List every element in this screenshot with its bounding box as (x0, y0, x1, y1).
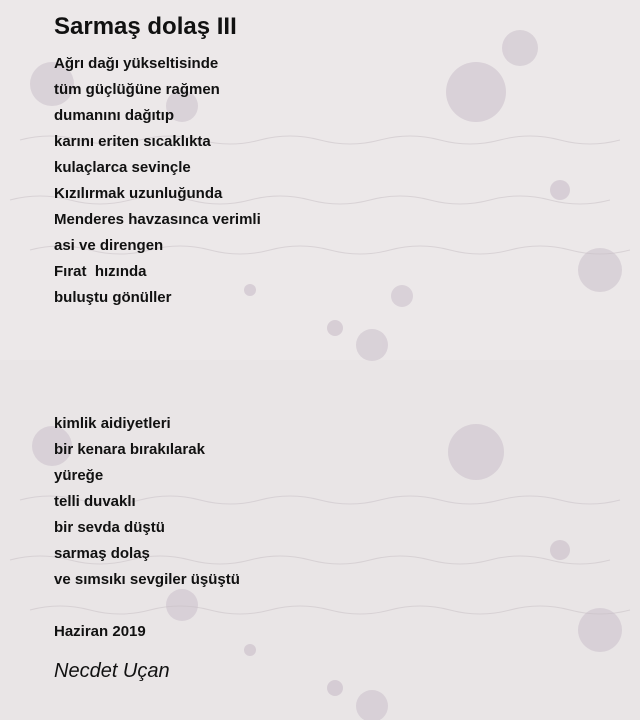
poem-line: bir kenara bırakılarak (54, 441, 205, 458)
poem-line: kulaçlarca sevinçle (54, 159, 191, 176)
poem-line: buluştu gönüller (54, 289, 172, 306)
poem-line: dumanını dağıtıp (54, 107, 174, 124)
poem-line: Menderes havzasınca verimli (54, 211, 261, 228)
poem-title: Sarmaş dolaş III (54, 13, 237, 40)
poem-line: Kızılırmak uzunluğunda (54, 185, 223, 202)
poem-date: Haziran 2019 (54, 623, 146, 640)
stanza-2 (54, 411, 240, 593)
poem-line: bir sevda düştü (54, 519, 165, 536)
poem-line: Ağrı dağı yükseltisinde (54, 55, 219, 72)
poem-line: asi ve direngen (54, 237, 164, 254)
poem-line: Fırat hızında (54, 263, 147, 280)
poem-line: ve sımsıkı sevgiler üşüştü (54, 571, 240, 588)
stanza-1 (54, 51, 261, 311)
poem-author: Necdet Uçan (54, 660, 170, 682)
poem-line: yüreğe (54, 467, 104, 484)
poem-line: kimlik aidiyetleri (54, 415, 171, 432)
poem-line: telli duvaklı (54, 493, 136, 510)
poem-line: karını eriten sıcaklıkta (54, 133, 211, 150)
poem-line: tüm güçlüğüne rağmen (54, 81, 220, 98)
poem-line: sarmaş dolaş (54, 545, 150, 562)
